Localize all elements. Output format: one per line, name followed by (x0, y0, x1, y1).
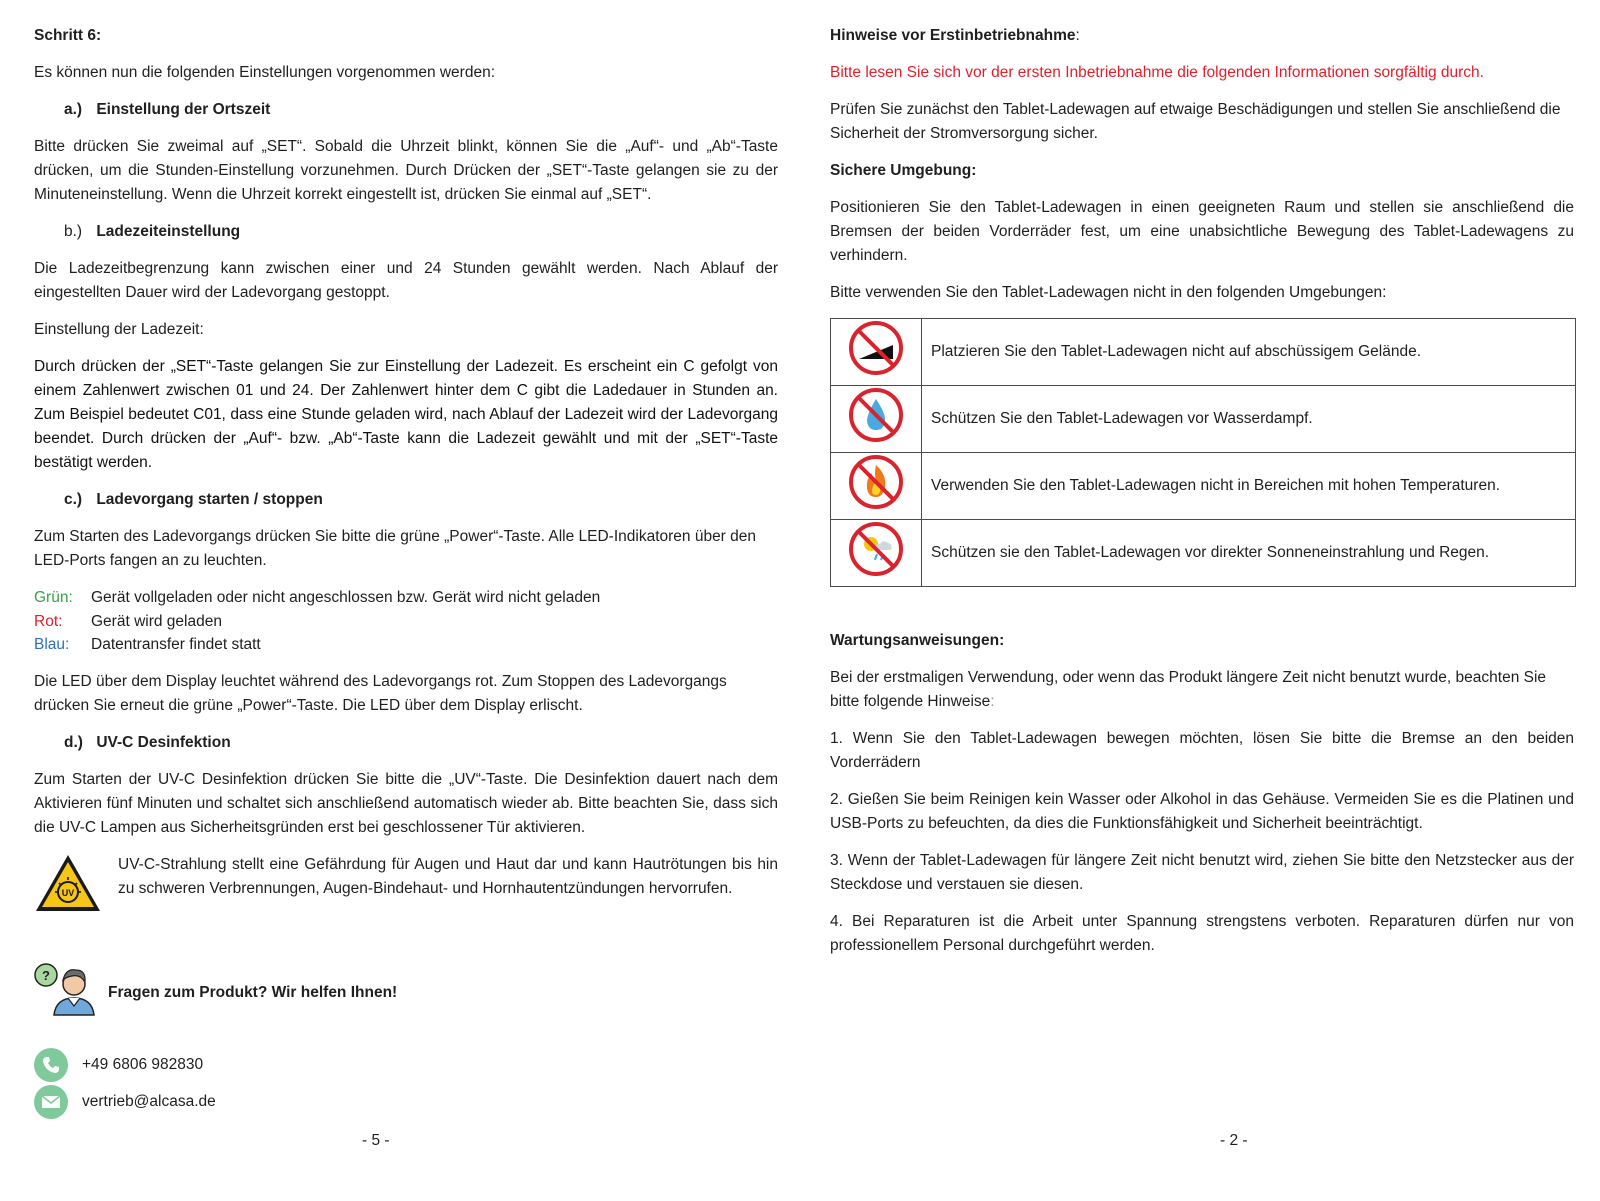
svg-text:?: ? (42, 968, 50, 983)
maintenance-item: 1. Wenn Sie den Tablet-Ladewagen bewegen möchten, lösen Sie bitte die Bremse an den beiden Vorderrädern (830, 730, 1574, 771)
intro-text: Es können nun die folgenden Einstellungen vorgenommen werden: (34, 64, 496, 81)
environment-table (830, 318, 1576, 587)
phone-row (34, 1048, 203, 1082)
safe-env-title: Sichere Umgebung: (830, 162, 977, 179)
maintenance-item: 2. Gießen Sie beim Reinigen kein Wasser oder Alkohol in das Gehäuse. Vermeiden Sie es die Platinen und USB-Ports zu befeuchten, da dies die Funktionsfähigkeit und Sicherheit beeinträchtigt. (830, 791, 1574, 832)
section-d-title: UV-C Desinfektion (96, 733, 231, 751)
section-c-title: Ladevorgang starten / stoppen (96, 491, 323, 508)
step-title: Schritt 6: (34, 27, 102, 44)
section-b-title: Ladezeiteinstellung (96, 223, 241, 240)
section-d-text: Zum Starten der UV-C Desinfektion drücken Sie bitte die „UV“-Taste. Die Desinfektion dauert nach dem Aktivieren fünf Minuten und schaltet sich anschließend automatisch wieder ab. Bitte beachten Sie, dass sich die UV-C Lampen aus Sicherheitsgründen erst bei geschlossener Tür aktivieren. (34, 770, 778, 836)
charge-time-text: Durch drücken der „SET“-Taste gelangen Sie zur Einstellung der Ladezeit. Es erscheint ein C gefolgt von einem Zahlenwert zwischen 01 und 24. Der Zahlenwert hinter dem C gibt die Ladedauer in Stunden an. Zum Beispiel bedeutet C01, dass eine Stunde geladen wird, nach Ablauf der Ladezeit wird der Ladevorgang beendet. Durch drücken der „Auf“- bzw. „Ab“-Taste kann die Ladezeit gewählt und mit der „SET“-Taste bestätigt werden. (34, 358, 778, 471)
section-c-label: c.) (64, 491, 83, 508)
section-a-text: Bitte drücken Sie zweimal auf „SET“. Sobald die Uhrzeit blinkt, können Sie die „Auf“- und „Ab“-Taste drücken, um die Stunden-Einstellung vorzunehmen. Durch Drücken der „SET“-Taste gelangen sie zu der Minuteneinstellung. Wenn die Uhrzeit korrekt eingestellt ist, drücken Sie einmal auf „SET“. (34, 138, 778, 203)
section-d-label: d.) (64, 733, 83, 751)
phone-icon (34, 1048, 68, 1082)
check-text: Prüfen Sie zunächst den Tablet-Ladewagen auf etwaige Beschädigungen und stellen Sie anschließend die Sicherheit der Stromversorgung sicher. (830, 101, 1561, 142)
table-row (831, 386, 1576, 453)
env-text: Platzieren Sie den Tablet-Ladewagen nicht auf abschüssigem Gelände. (922, 319, 1576, 386)
section-a-label: a.) (64, 101, 83, 118)
led-state-list (34, 586, 778, 657)
maintenance-intro: Bei der erstmaligen Verwendung, oder wenn das Produkt längere Zeit nicht benutzt wurde, beachten Sie bitte folgende Hinweise (830, 669, 1547, 710)
page-number-left: - 5 - (362, 1132, 390, 1149)
section-b-heading (64, 220, 778, 244)
section-a-title: Einstellung der Ortszeit (96, 101, 271, 118)
maintenance-item: 4. Bei Reparaturen ist die Arbeit unter Spannung strengstens verboten. Reparaturen dürfen nur von professionellem Personal durchgeführt werden. (830, 913, 1574, 954)
led-key-blue: Blau: (34, 636, 70, 653)
phone-number[interactable]: +49 6806 982830 (82, 1056, 204, 1073)
uv-warning-block (34, 853, 778, 913)
env-icon-cell (831, 319, 922, 386)
right-heading-colon: : (1075, 27, 1080, 44)
led-state-row (34, 633, 778, 657)
help-title: Fragen zum Produkt? Wir helfen Ihnen! (108, 984, 398, 1001)
table-row (831, 520, 1576, 587)
led-key-red: Rot: (34, 612, 63, 630)
led-state-row (34, 610, 778, 634)
right-heading-line (830, 24, 1574, 48)
maintenance-title: Wartungsanweisungen: (830, 632, 1005, 649)
left-page (34, 24, 778, 913)
section-c-text: Zum Starten des Ladevorgangs drücken Sie bitte die grüne „Power“-Taste. Alle LED-Indikatoren über den LED-Ports fangen an zu leuchten. (34, 528, 757, 569)
uv-warning-text: UV-C-Strahlung stellt eine Gefährdung für Augen und Haut dar und kann Hautrötungen bis hin zu schweren Verbrennungen, Augen-Bindehaut- und Hornhautentzündungen hervorrufen. (118, 855, 778, 897)
section-b-text: Die Ladezeitbegrenzung kann zwischen einer und 24 Stunden gewählt werden. Nach Ablauf der eingestellten Dauer wird der Ladevorgang gestoppt. (34, 260, 778, 301)
section-c-text-2: Die LED über dem Display leuchtet während des Ladevorgangs rot. Zum Stoppen des Ladevorgangs drücken Sie erneut die grüne „Power“-Taste. Die LED über dem Display erlischt. (34, 672, 727, 714)
no-slope-icon (847, 319, 905, 377)
section-c-heading (64, 488, 778, 512)
no-water-vapor-icon (847, 386, 905, 444)
uv-warning-icon (34, 853, 102, 913)
charge-time-label: Einstellung der Ladezeit: (34, 321, 204, 338)
section-a-heading (64, 98, 778, 122)
env-intro: Bitte verwenden Sie den Tablet-Ladewagen nicht in den folgenden Umgebungen: (830, 284, 1387, 301)
table-row (831, 319, 1576, 386)
table-row (831, 453, 1576, 520)
support-person-icon (34, 962, 96, 1016)
right-heading: Hinweise vor Erstinbetriebnahme (830, 27, 1076, 44)
read-carefully-warning: Bitte lesen Sie sich vor der ersten Inbetriebnahme die folgenden Informationen sorgfältig durch. (830, 64, 1484, 81)
maintenance-intro-line (830, 666, 1574, 714)
led-key-green: Grün: (34, 589, 73, 606)
env-text: Schützen Sie den Tablet-Ladewagen vor Wasserdampf. (922, 386, 1576, 453)
led-desc-red: Gerät wird geladen (91, 612, 222, 630)
led-state-row (34, 586, 778, 610)
email-address[interactable]: vertrieb@alcasa.de (82, 1093, 216, 1110)
no-heat-icon (847, 453, 905, 511)
section-d-heading (64, 731, 778, 755)
env-icon-cell (831, 520, 922, 587)
env-text: Schützen sie den Tablet-Ladewagen vor direkter Sonneneinstrahlung und Regen. (922, 520, 1576, 587)
maintenance-item: 3. Wenn der Tablet-Ladewagen für längere Zeit nicht benutzt wird, ziehen Sie bitte den Netzstecker aus der Steckdose und verstauen sie diesen. (830, 852, 1574, 893)
right-page (830, 24, 1574, 971)
page-number-right: - 2 - (1220, 1132, 1248, 1149)
env-icon-cell (831, 386, 922, 453)
section-b-label: b.) (64, 223, 83, 240)
mail-icon (34, 1085, 68, 1119)
led-desc-green: Gerät vollgeladen oder nicht angeschlossen bzw. Gerät wird nicht geladen (91, 589, 601, 606)
env-text: Verwenden Sie den Tablet-Ladewagen nicht in Bereichen mit hohen Temperaturen. (922, 453, 1576, 520)
maintenance-intro-colon: : (990, 693, 995, 710)
email-row (34, 1085, 216, 1119)
env-icon-cell (831, 453, 922, 520)
uv-icon-label: UV (61, 887, 75, 898)
safe-env-text: Positionieren Sie den Tablet-Ladewagen in einen geeigneten Raum und stellen sie anschließend die Bremsen der beiden Vorderräder fest, um eine unabsichtliche Bewegung des Tablet-Ladewagens zu verhindern. (830, 199, 1574, 264)
led-desc-blue: Datentransfer findet statt (91, 636, 261, 653)
no-sun-rain-icon (847, 520, 905, 578)
